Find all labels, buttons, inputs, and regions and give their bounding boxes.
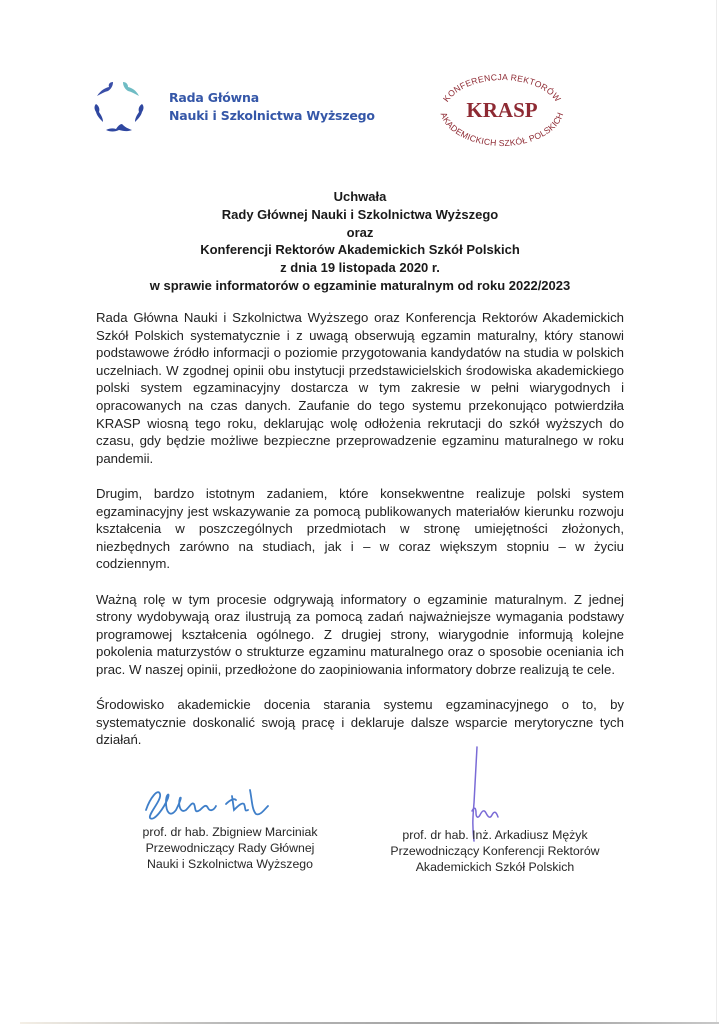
- krasp-arc-top: KONFERENCJA REKTORÓW: [440, 71, 564, 104]
- signatory-right-role-2: Akademickich Szkół Polskich: [415, 860, 575, 874]
- signature-block-left: [130, 780, 330, 872]
- signatory-right-role-1: Przewodniczący Konferencji Rektorów: [390, 844, 600, 858]
- title-line-4: Konferencji Rektorów Akademickich Szkół Polskich: [200, 242, 520, 258]
- title-line-5: z dnia 19 listopada 2020 r.: [280, 260, 440, 276]
- body-paragraph-3: Ważną rolę w tym procesie odgrywają informatory o egzaminie maturalnym. Z jednej strony wydobywają oraz ilustrują za pomocą zadań najważniejsze wymagania podstawy programowej kształcenia ogólnego. Z drugiej strony, wiarygodnie informują kolejne pokolenia maturzystów o strukturze egzaminu maturalnego oraz o sposobie oceniania ich prac. W naszej opinii, przedłożone do zaopiniowania informatory dobrze realizują te cele.: [96, 591, 624, 677]
- title-line-2: Rady Głównej Nauki i Szkolnictwa Wyższego: [221, 206, 499, 222]
- signatory-left-role-2: Nauki i Szkolnictwa Wyższego: [147, 857, 313, 871]
- signature-block-right: [370, 745, 620, 875]
- body-paragraph-4: Środowisko akademickie docenia starania systemu egzaminacyjnego o to, by systematycznie doskonalić swoją pracę i deklaruje dalsze wsparcie merytoryczne tych działań.: [96, 697, 624, 748]
- krasp-acronym: KRASP: [466, 98, 538, 122]
- rgnisw-line2: Nauki i Szkolnictwa Wyższego: [169, 108, 375, 123]
- handwritten-signature-blue-icon: [136, 780, 276, 824]
- krasp-oval-logo-icon: [428, 68, 576, 154]
- resolution-title: [100, 188, 620, 295]
- krasp-arc-bottom: AKADEMICKICH SZKÓŁ POLSKICH: [438, 110, 566, 148]
- rgnisw-flower-logo-icon: [93, 78, 155, 136]
- title-line-3: oraz: [346, 224, 374, 240]
- body-paragraph-1: Rada Główna Nauki i Szkolnictwa Wyższego oraz Konferencja Rektorów Akademickich Szkół Polskich systematycznie i z uwagą obserwują egzamin maturalny, który stanowi podstawowe źródło informacji o poziomie przygotowania kandydatów na studia w polskich uczelniach. W zgodnej opinii obu instytucji przedstawicielskich środowiska akademickiego polski system egzaminacyjny dostarcza w tym zakresie w pełni wiarygodnych i opracowanych na czas danych. Zaufanie do tego systemu przekonująco potwierdziła KRASP wiosną tego roku, deklarując wolę odłożenia rekrutacji do szkół wyższych do czasu, gdy będzie możliwe bezpieczne przeprowadzenie egzaminu maturalnego w roku pandemii.: [96, 310, 624, 466]
- signatory-right-name: prof. dr hab. Inż. Arkadiusz Mężyk: [402, 828, 588, 842]
- page-edge-right: [716, 0, 717, 1024]
- rgnisw-logo: [93, 78, 375, 136]
- signatory-left-details: [130, 824, 330, 872]
- title-line-6: w sprawie informatorów o egzaminie maturalnym od roku 2022/2023: [149, 277, 571, 293]
- krasp-logo: [428, 68, 576, 154]
- signatory-left-role-1: Przewodniczący Rady Głównej: [145, 841, 315, 855]
- title-line-1: Uchwała: [333, 189, 387, 204]
- rgnisw-line1: Rada Główna: [169, 90, 259, 105]
- signatory-left-name: prof. dr hab. Zbigniew Marciniak: [142, 825, 318, 839]
- resolution-body: [96, 309, 624, 766]
- body-paragraph-2: Drugim, bardzo istotnym zadaniem, które konsekwentne realizuje polski system egzaminacyjny jest wskazywanie za pomocą publikowanych materiałów kierunku rozwoju kształcenia w poszczególnych przedmiotach w stronę umiejętności złożonych, niezbędnych zarówno na studiach, jak i – w coraz większym stopniu – w życiu codziennym.: [96, 485, 624, 572]
- rgnisw-name: [169, 89, 375, 125]
- signatory-right-details: [370, 827, 620, 875]
